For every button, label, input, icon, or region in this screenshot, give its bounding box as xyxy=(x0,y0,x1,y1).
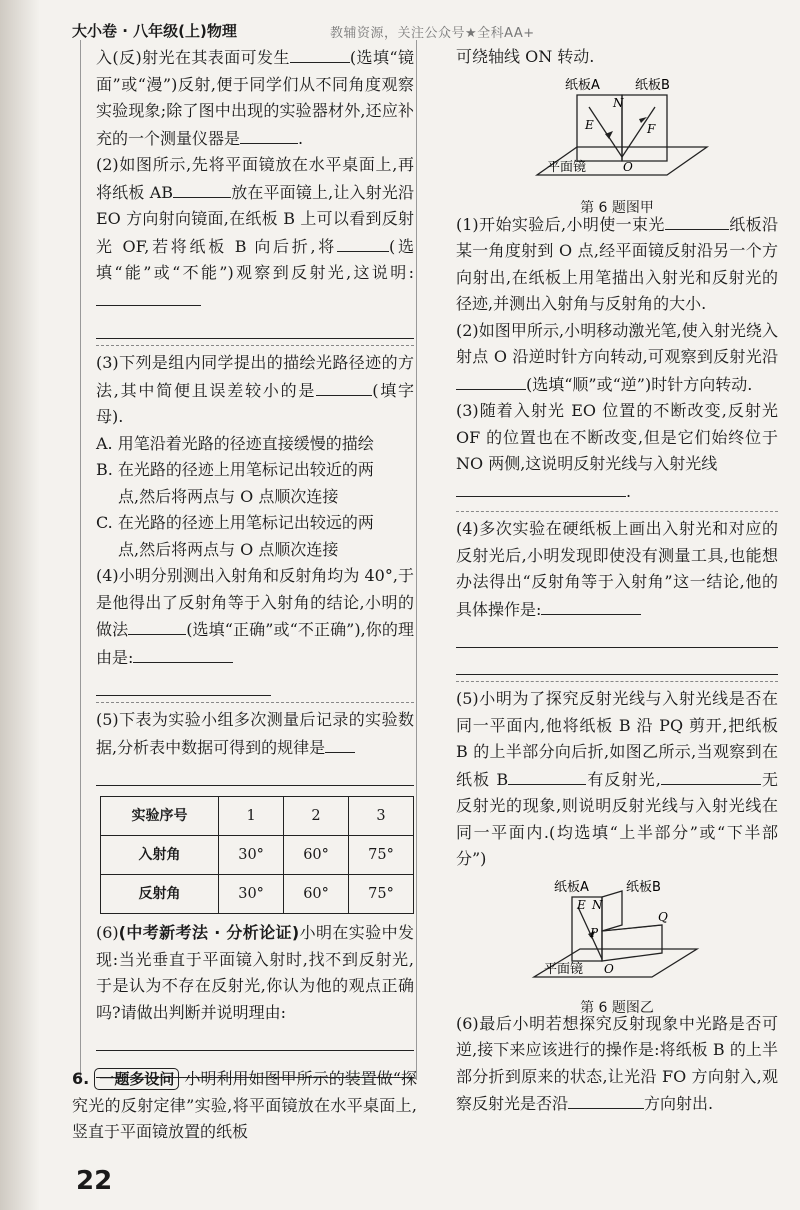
option-a: A. 用笔沿着光路的径迹直接缓慢的描绘 xyxy=(96,433,374,453)
answer-blank[interactable] xyxy=(96,287,201,306)
exam-tag: (中考新考法 · 分析论证) xyxy=(118,923,300,942)
label-o: O xyxy=(623,159,633,174)
table-cell: 30° xyxy=(219,875,284,914)
problem-6-intro xyxy=(72,1066,417,1146)
table-cell: 75° xyxy=(349,836,414,875)
text: . xyxy=(626,481,632,501)
text: 小明在实验中发现:当光垂直于平面镜入射时,找不到反射光,于是认为不存在反射光,你认为他的观点正确吗?请做出判断并说明理由: xyxy=(96,923,414,1022)
label-a: 纸板A xyxy=(565,77,600,93)
answer-blank[interactable] xyxy=(456,478,626,497)
reflection-diagram-2 xyxy=(522,879,712,987)
answer-blank[interactable] xyxy=(661,766,761,785)
question-6 xyxy=(96,920,414,1026)
question-tag: 一题多设问 xyxy=(94,1068,179,1090)
table-cell: 实验序号 xyxy=(101,797,219,836)
text: (选填“能”或“不能”)观察到反射光,这说明: xyxy=(96,236,414,282)
answer-blank[interactable] xyxy=(568,1090,644,1109)
separator xyxy=(456,681,778,682)
table-cell: 2 xyxy=(284,797,349,836)
reflection-diagram-1 xyxy=(517,77,717,187)
text: 纸板沿某一角度射到 O 点,经平面镜反射沿另一个方向射出,在纸板上用笔描出入射光和反射光的径迹,并测出入射角与反射角的大小. xyxy=(456,214,778,313)
answer-line[interactable] xyxy=(456,623,778,648)
binding-shadow xyxy=(0,0,40,1210)
table-header-row xyxy=(101,797,414,836)
question-1-continued xyxy=(96,44,414,152)
text: (选填“正确”或“不正确”),你的理由是: xyxy=(96,620,414,667)
table-row xyxy=(101,836,414,875)
answer-blank[interactable] xyxy=(240,125,298,144)
option-b-cont: 点,然后将两点与 O 点顺次连接 xyxy=(118,486,339,506)
book-header: 大小卷 · 八年级(上)物理 xyxy=(72,22,237,40)
page-number: 22 xyxy=(76,1166,113,1196)
answer-blank[interactable] xyxy=(456,371,526,390)
board-b-upper xyxy=(602,891,622,931)
label-p: P xyxy=(590,925,599,940)
answer-line[interactable] xyxy=(96,671,271,696)
label-q: Q xyxy=(658,909,668,924)
separator xyxy=(96,345,414,346)
label-e: E xyxy=(577,897,586,912)
answer-blank[interactable] xyxy=(316,377,372,396)
answer-line[interactable] xyxy=(96,1026,414,1051)
label-mirror: 平面镜 xyxy=(544,961,584,977)
answer-blank[interactable] xyxy=(508,766,586,785)
text: 小明利用如图甲所示的装置做“探究光的反射定律”实验,将平面镜放在水平桌面上,竖直于平面镜放置的纸板 xyxy=(72,1069,418,1141)
label-b: 纸板B xyxy=(626,879,661,895)
text: (6)最后小明若想探究反射现象中光路是否可逆,接下来应该进行的操作是:将纸板 B 的上半部分折到原来的状态,让光沿 FO 方向射入,观察反射光是否沿 xyxy=(456,1013,778,1113)
table-row xyxy=(101,875,414,914)
table-cell: 3 xyxy=(349,797,414,836)
answer-line[interactable] xyxy=(96,314,414,339)
table-cell: 1 xyxy=(219,797,284,836)
answer-blank[interactable] xyxy=(173,179,231,198)
text: . xyxy=(298,128,304,148)
label-a: 纸板A xyxy=(554,879,589,895)
text: (选填“顺”或“逆”)时针方向转动. xyxy=(526,374,753,394)
label-o: O xyxy=(604,961,614,976)
table-cell: 60° xyxy=(284,875,349,914)
text: (4)多次实验在硬纸板上画出入射光和对应的反射光后,小明发现即使没有测量工具,也能想办法得出“反射角等于入射角”这一结论,他的具体操作是: xyxy=(456,519,778,619)
question-3 xyxy=(96,350,414,431)
label-n: N xyxy=(613,95,624,110)
label-f: F xyxy=(647,121,656,136)
sub-question-5 xyxy=(456,686,778,873)
answer-blank[interactable] xyxy=(128,616,186,635)
watermark-text: 教辅资源，关注公众号★全科AA+ xyxy=(330,26,535,41)
text: 无反射光的现象,则说明反射光线与入射光线在同一平面内.(均选填“上半部分”或“下半部分”) xyxy=(456,769,778,868)
figure-jia xyxy=(517,77,717,216)
sub-question-6 xyxy=(456,1011,778,1118)
question-4 xyxy=(96,563,414,671)
label-b: 纸板B xyxy=(635,77,670,93)
text: 方向射出. xyxy=(644,1094,714,1113)
answer-blank[interactable] xyxy=(133,644,233,663)
table-cell: 入射角 xyxy=(101,836,219,875)
sub-question-1 xyxy=(456,211,778,318)
intro-text: 可绕轴线 ON 转动. xyxy=(456,47,595,66)
text: (5)下表为实验小组多次测量后记录的实验数据,分析表中数据可得到的规律是 xyxy=(96,710,414,757)
table-cell: 30° xyxy=(219,836,284,875)
label-e: E xyxy=(585,117,594,132)
text: (4)小明分别测出入射角和反射角均为 40°,于是他得出了反射角等于入射角的结论,小明的做法 xyxy=(96,566,414,639)
text: (填字母). xyxy=(96,380,414,426)
answer-blank[interactable] xyxy=(290,44,350,63)
text: 入(反)射光在其表面可发生 xyxy=(96,48,290,67)
sub-question-2 xyxy=(456,318,778,399)
separator xyxy=(456,511,778,512)
text: (2)如图所示,先将平面镜放在水平桌面上,再将纸板 AB xyxy=(96,155,414,202)
answer-line[interactable] xyxy=(456,650,778,675)
option-c: C. 在光路的径迹上用笔标记出较远的两 xyxy=(96,513,374,532)
answer-line[interactable] xyxy=(96,761,414,786)
answer-blank[interactable] xyxy=(325,734,355,753)
question-5 xyxy=(96,707,414,761)
question-number: 6. xyxy=(72,1069,90,1088)
text: (1)开始实验后,小明使一束光 xyxy=(456,214,665,234)
table-cell: 75° xyxy=(349,875,414,914)
board-b xyxy=(622,95,667,161)
option-c-cont: 点,然后将两点与 O 点顺次连接 xyxy=(118,539,339,559)
table-cell: 60° xyxy=(284,836,349,875)
text: (6) xyxy=(96,923,119,942)
question-2 xyxy=(96,152,414,314)
answer-blank[interactable] xyxy=(337,233,389,252)
text: 放在平面镜上,让入射光沿 EO 方向射向镜面,在纸板 B 上可以看到反射光 OF,若将纸板 B 向后折,将 xyxy=(96,182,414,256)
option-b: B. 在光路的径迹上用笔标记出较近的两 xyxy=(96,460,374,479)
label-mirror: 平面镜 xyxy=(547,159,587,175)
table-cell: 反射角 xyxy=(101,875,219,914)
text: (2)如图甲所示,小明移动激光笔,使入射光绕入射点 O 沿逆时针方向转动,可观察到反射光沿 xyxy=(456,320,778,366)
sub-question-4 xyxy=(456,516,778,623)
left-column xyxy=(96,44,414,1080)
figure-yi xyxy=(522,879,712,1016)
text: (3)随着入射光 EO 位置的不断改变,反射光 OF 的位置也在不断改变,但是它们始终位于 NO 两侧,这说明反射光线与入射光线 xyxy=(456,401,778,473)
figure-caption: 第 6 题图乙 xyxy=(580,1000,654,1016)
figure-caption: 第 6 题图甲 xyxy=(580,200,654,216)
separator xyxy=(96,702,414,703)
text: (选填“镜面”或“漫”)反射,便于同学们从不同角度观察实验现象;除了图中出现的实验器材外,还应补充的一个测量仪器是 xyxy=(96,48,414,148)
answer-blank[interactable] xyxy=(541,596,641,615)
label-n: N xyxy=(592,897,603,912)
text: (5)小明为了探究反射光线与入射光线是否在同一平面内,他将纸板 B 沿 PQ 剪开,把纸板 B 的上半部分向后折,如图乙所示,当观察到在纸板 B xyxy=(456,689,778,789)
text: (3)下列是组内同学提出的描绘光路径迹的方法,其中简便且误差较小的是 xyxy=(96,353,414,400)
data-table xyxy=(100,796,414,914)
text: 有反射光, xyxy=(586,769,661,789)
right-column xyxy=(456,44,778,1118)
sub-question-3 xyxy=(456,398,778,478)
